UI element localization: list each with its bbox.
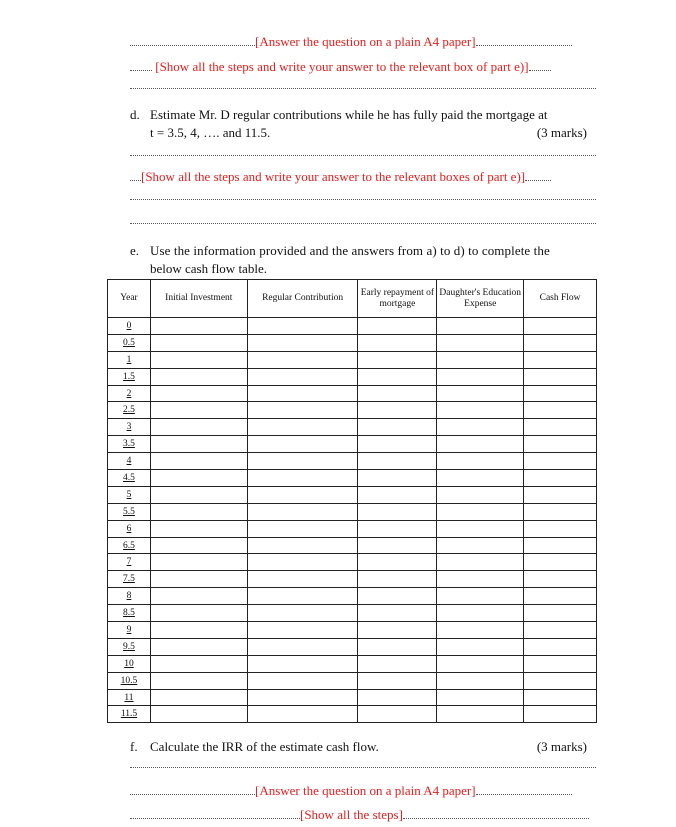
- empty-answer-cell[interactable]: [358, 436, 437, 453]
- empty-answer-cell[interactable]: [524, 672, 597, 689]
- empty-answer-cell[interactable]: [524, 622, 597, 639]
- empty-answer-cell[interactable]: [358, 318, 437, 335]
- empty-answer-cell[interactable]: [358, 571, 437, 588]
- empty-answer-cell[interactable]: [524, 419, 597, 436]
- empty-answer-cell[interactable]: [437, 689, 524, 706]
- empty-answer-cell[interactable]: [247, 470, 358, 487]
- year-cell: 2.5: [108, 402, 151, 419]
- empty-answer-cell[interactable]: [437, 605, 524, 622]
- answer-line-3: [130, 169, 596, 185]
- empty-answer-cell[interactable]: [437, 588, 524, 605]
- answer-dotted-line: [130, 197, 596, 200]
- empty-answer-cell[interactable]: [358, 453, 437, 470]
- empty-answer-cell[interactable]: [524, 334, 597, 351]
- answer-dotted-line: [130, 221, 596, 224]
- empty-answer-cell[interactable]: [247, 605, 358, 622]
- question-f-marks: (3 marks): [536, 739, 587, 754]
- empty-answer-cell[interactable]: [150, 537, 247, 554]
- question-f-text: Calculate the IRR of the estimate cash flow.: [150, 739, 379, 754]
- year-cell: 9: [108, 622, 151, 639]
- table-row: [108, 334, 597, 351]
- empty-answer-cell[interactable]: [524, 402, 597, 419]
- answer-line-4: [130, 783, 596, 799]
- empty-answer-cell[interactable]: [150, 436, 247, 453]
- table-row: [108, 503, 597, 520]
- empty-answer-cell[interactable]: [437, 672, 524, 689]
- empty-answer-cell[interactable]: [358, 622, 437, 639]
- table-row: [108, 402, 597, 419]
- cash-flow-table: [107, 279, 597, 723]
- table-body: [108, 318, 597, 723]
- question-d-label: d.: [130, 107, 140, 122]
- empty-answer-cell[interactable]: [150, 419, 247, 436]
- table-row: [108, 588, 597, 605]
- empty-answer-cell[interactable]: [524, 385, 597, 402]
- instruction-show-steps-box: [Show all the steps and write your answer to the relevant box of part e)]: [155, 59, 529, 74]
- empty-answer-cell[interactable]: [150, 368, 247, 385]
- empty-answer-cell[interactable]: [150, 622, 247, 639]
- empty-answer-cell[interactable]: [247, 402, 358, 419]
- dot-leader: [130, 784, 255, 795]
- table-row: [108, 706, 597, 723]
- empty-answer-cell[interactable]: [358, 385, 437, 402]
- dot-leader: [476, 784, 572, 795]
- empty-answer-cell[interactable]: [150, 318, 247, 335]
- empty-answer-cell[interactable]: [524, 453, 597, 470]
- empty-answer-cell[interactable]: [358, 486, 437, 503]
- empty-answer-cell[interactable]: [524, 689, 597, 706]
- empty-answer-cell[interactable]: [358, 588, 437, 605]
- empty-answer-cell[interactable]: [150, 520, 247, 537]
- empty-answer-cell[interactable]: [524, 351, 597, 368]
- empty-answer-cell[interactable]: [150, 638, 247, 655]
- answer-dotted-line: [130, 153, 596, 156]
- dot-leader: [130, 808, 300, 819]
- table-row: [108, 351, 597, 368]
- question-d-marks: (3 marks): [536, 125, 587, 140]
- empty-answer-cell[interactable]: [150, 453, 247, 470]
- empty-answer-cell[interactable]: [358, 419, 437, 436]
- empty-answer-cell[interactable]: [247, 537, 358, 554]
- year-cell: 6: [108, 520, 151, 537]
- empty-answer-cell[interactable]: [247, 503, 358, 520]
- year-cell: 10.5: [108, 672, 151, 689]
- year-cell: 9.5: [108, 638, 151, 655]
- empty-answer-cell[interactable]: [524, 571, 597, 588]
- empty-answer-cell[interactable]: [150, 689, 247, 706]
- year-cell: 7.5: [108, 571, 151, 588]
- empty-answer-cell[interactable]: [247, 368, 358, 385]
- empty-answer-cell[interactable]: [437, 554, 524, 571]
- year-cell: 3: [108, 419, 151, 436]
- table-row: [108, 638, 597, 655]
- year-cell: 1.5: [108, 368, 151, 385]
- empty-answer-cell[interactable]: [437, 436, 524, 453]
- header-cash-flow: Cash Flow: [524, 280, 597, 318]
- empty-answer-cell[interactable]: [150, 588, 247, 605]
- empty-answer-cell[interactable]: [437, 503, 524, 520]
- table-row: [108, 605, 597, 622]
- year-cell: 6.5: [108, 537, 151, 554]
- year-cell: 8.5: [108, 605, 151, 622]
- empty-answer-cell[interactable]: [247, 318, 358, 335]
- empty-answer-cell[interactable]: [247, 689, 358, 706]
- question-e-text: Use the information provided and the answers from a) to d) to complete the: [150, 243, 550, 258]
- empty-answer-cell[interactable]: [437, 453, 524, 470]
- year-cell: 4: [108, 453, 151, 470]
- question-d-text: Estimate Mr. D regular contributions while he has fully paid the mortgage at: [150, 107, 548, 122]
- year-cell: 11: [108, 689, 151, 706]
- year-cell: 11.5: [108, 706, 151, 723]
- header-year: Year: [108, 280, 151, 318]
- empty-answer-cell[interactable]: [247, 638, 358, 655]
- answer-line-2: [130, 59, 596, 75]
- year-cell: 0.5: [108, 334, 151, 351]
- empty-answer-cell[interactable]: [150, 334, 247, 351]
- empty-answer-cell[interactable]: [247, 554, 358, 571]
- year-cell: 0: [108, 318, 151, 335]
- table-row: [108, 537, 597, 554]
- table-row: [108, 318, 597, 335]
- instruction-answer-paper: [Answer the question on a plain A4 paper]: [255, 34, 476, 49]
- empty-answer-cell[interactable]: [247, 334, 358, 351]
- empty-answer-cell[interactable]: [358, 503, 437, 520]
- empty-answer-cell[interactable]: [524, 470, 597, 487]
- empty-answer-cell[interactable]: [358, 537, 437, 554]
- empty-answer-cell[interactable]: [437, 655, 524, 672]
- empty-answer-cell[interactable]: [358, 655, 437, 672]
- empty-answer-cell[interactable]: [437, 368, 524, 385]
- empty-answer-cell[interactable]: [437, 318, 524, 335]
- table-row: [108, 436, 597, 453]
- empty-answer-cell[interactable]: [247, 351, 358, 368]
- header-early-repayment: Early repayment of mortgage: [358, 280, 437, 318]
- year-cell: 8: [108, 588, 151, 605]
- empty-answer-cell[interactable]: [150, 672, 247, 689]
- table-row: [108, 672, 597, 689]
- empty-answer-cell[interactable]: [150, 605, 247, 622]
- empty-answer-cell[interactable]: [358, 520, 437, 537]
- header-regular-contribution: Regular Contribution: [247, 280, 358, 318]
- empty-answer-cell[interactable]: [150, 655, 247, 672]
- empty-answer-cell[interactable]: [437, 351, 524, 368]
- table-row: [108, 571, 597, 588]
- empty-answer-cell[interactable]: [437, 385, 524, 402]
- answer-line-5: [130, 807, 596, 823]
- empty-answer-cell[interactable]: [524, 706, 597, 723]
- dot-leader: [130, 60, 152, 71]
- empty-answer-cell[interactable]: [150, 385, 247, 402]
- empty-answer-cell[interactable]: [358, 672, 437, 689]
- table-row: [108, 689, 597, 706]
- table-row: [108, 554, 597, 571]
- table-row: [108, 368, 597, 385]
- empty-answer-cell[interactable]: [524, 537, 597, 554]
- answer-line-1: [130, 34, 596, 50]
- dot-leader: [525, 170, 551, 181]
- empty-answer-cell[interactable]: [524, 436, 597, 453]
- table-row: [108, 622, 597, 639]
- empty-answer-cell[interactable]: [437, 638, 524, 655]
- empty-answer-cell[interactable]: [358, 470, 437, 487]
- year-cell: 10: [108, 655, 151, 672]
- empty-answer-cell[interactable]: [437, 334, 524, 351]
- year-cell: 3.5: [108, 436, 151, 453]
- empty-answer-cell[interactable]: [150, 503, 247, 520]
- empty-answer-cell[interactable]: [358, 605, 437, 622]
- year-cell: 5: [108, 486, 151, 503]
- empty-answer-cell[interactable]: [247, 588, 358, 605]
- table-row: [108, 385, 597, 402]
- empty-answer-cell[interactable]: [437, 622, 524, 639]
- empty-answer-cell[interactable]: [150, 402, 247, 419]
- year-cell: 7: [108, 554, 151, 571]
- empty-answer-cell[interactable]: [247, 453, 358, 470]
- answer-dotted-line: [130, 765, 596, 768]
- question-e-label: e.: [130, 243, 140, 258]
- empty-answer-cell[interactable]: [247, 419, 358, 436]
- table-row: [108, 419, 597, 436]
- dot-leader: [130, 170, 141, 181]
- empty-answer-cell[interactable]: [247, 672, 358, 689]
- empty-answer-cell[interactable]: [150, 706, 247, 723]
- instruction-show-steps-boxes: [Show all the steps and write your answer to the relevant boxes of part e)]: [141, 169, 526, 184]
- empty-answer-cell[interactable]: [150, 554, 247, 571]
- empty-answer-cell[interactable]: [524, 318, 597, 335]
- empty-answer-cell[interactable]: [150, 486, 247, 503]
- empty-answer-cell[interactable]: [358, 368, 437, 385]
- empty-answer-cell[interactable]: [150, 571, 247, 588]
- empty-answer-cell[interactable]: [524, 368, 597, 385]
- year-cell: 5.5: [108, 503, 151, 520]
- year-cell: 4.5: [108, 470, 151, 487]
- empty-answer-cell[interactable]: [358, 351, 437, 368]
- empty-answer-cell[interactable]: [524, 520, 597, 537]
- empty-answer-cell[interactable]: [247, 706, 358, 723]
- empty-answer-cell[interactable]: [150, 351, 247, 368]
- dot-leader: [130, 35, 255, 46]
- empty-answer-cell[interactable]: [437, 520, 524, 537]
- empty-answer-cell[interactable]: [524, 503, 597, 520]
- question-d-text-2: t = 3.5, 4, …. and 11.5.: [150, 125, 271, 140]
- empty-answer-cell[interactable]: [524, 588, 597, 605]
- empty-answer-cell[interactable]: [247, 486, 358, 503]
- empty-answer-cell[interactable]: [247, 520, 358, 537]
- table-row: [108, 520, 597, 537]
- empty-answer-cell[interactable]: [150, 470, 247, 487]
- dot-leader: [529, 60, 551, 71]
- table-row: [108, 470, 597, 487]
- empty-answer-cell[interactable]: [247, 622, 358, 639]
- empty-answer-cell[interactable]: [247, 571, 358, 588]
- empty-answer-cell[interactable]: [358, 334, 437, 351]
- empty-answer-cell[interactable]: [358, 554, 437, 571]
- table-header-row: [108, 280, 597, 318]
- empty-answer-cell[interactable]: [358, 706, 437, 723]
- dot-leader: [403, 808, 589, 819]
- table-row: [108, 655, 597, 672]
- question-e-text-2: below cash flow table.: [150, 261, 267, 276]
- empty-answer-cell[interactable]: [358, 402, 437, 419]
- empty-answer-cell[interactable]: [437, 470, 524, 487]
- instruction-show-all-steps: [Show all the steps]: [300, 807, 403, 822]
- empty-answer-cell[interactable]: [524, 554, 597, 571]
- header-education-expense: Daughter's Education Expense: [437, 280, 524, 318]
- empty-answer-cell[interactable]: [524, 605, 597, 622]
- table-row: [108, 453, 597, 470]
- dot-leader: [476, 35, 572, 46]
- empty-answer-cell[interactable]: [247, 436, 358, 453]
- empty-answer-cell[interactable]: [247, 385, 358, 402]
- header-initial-investment: Initial Investment: [150, 280, 247, 318]
- empty-answer-cell[interactable]: [524, 486, 597, 503]
- table-row: [108, 486, 597, 503]
- empty-answer-cell[interactable]: [437, 486, 524, 503]
- year-cell: 2: [108, 385, 151, 402]
- empty-answer-cell[interactable]: [437, 419, 524, 436]
- question-f-label: f.: [130, 739, 138, 754]
- empty-answer-cell[interactable]: [437, 571, 524, 588]
- empty-answer-cell[interactable]: [437, 706, 524, 723]
- answer-dotted-line: [130, 86, 596, 89]
- empty-answer-cell[interactable]: [437, 537, 524, 554]
- year-cell: 1: [108, 351, 151, 368]
- empty-answer-cell[interactable]: [247, 655, 358, 672]
- instruction-answer-paper-2: [Answer the question on a plain A4 paper]: [255, 783, 476, 798]
- empty-answer-cell[interactable]: [524, 638, 597, 655]
- empty-answer-cell[interactable]: [437, 402, 524, 419]
- empty-answer-cell[interactable]: [524, 655, 597, 672]
- empty-answer-cell[interactable]: [358, 638, 437, 655]
- empty-answer-cell[interactable]: [358, 689, 437, 706]
